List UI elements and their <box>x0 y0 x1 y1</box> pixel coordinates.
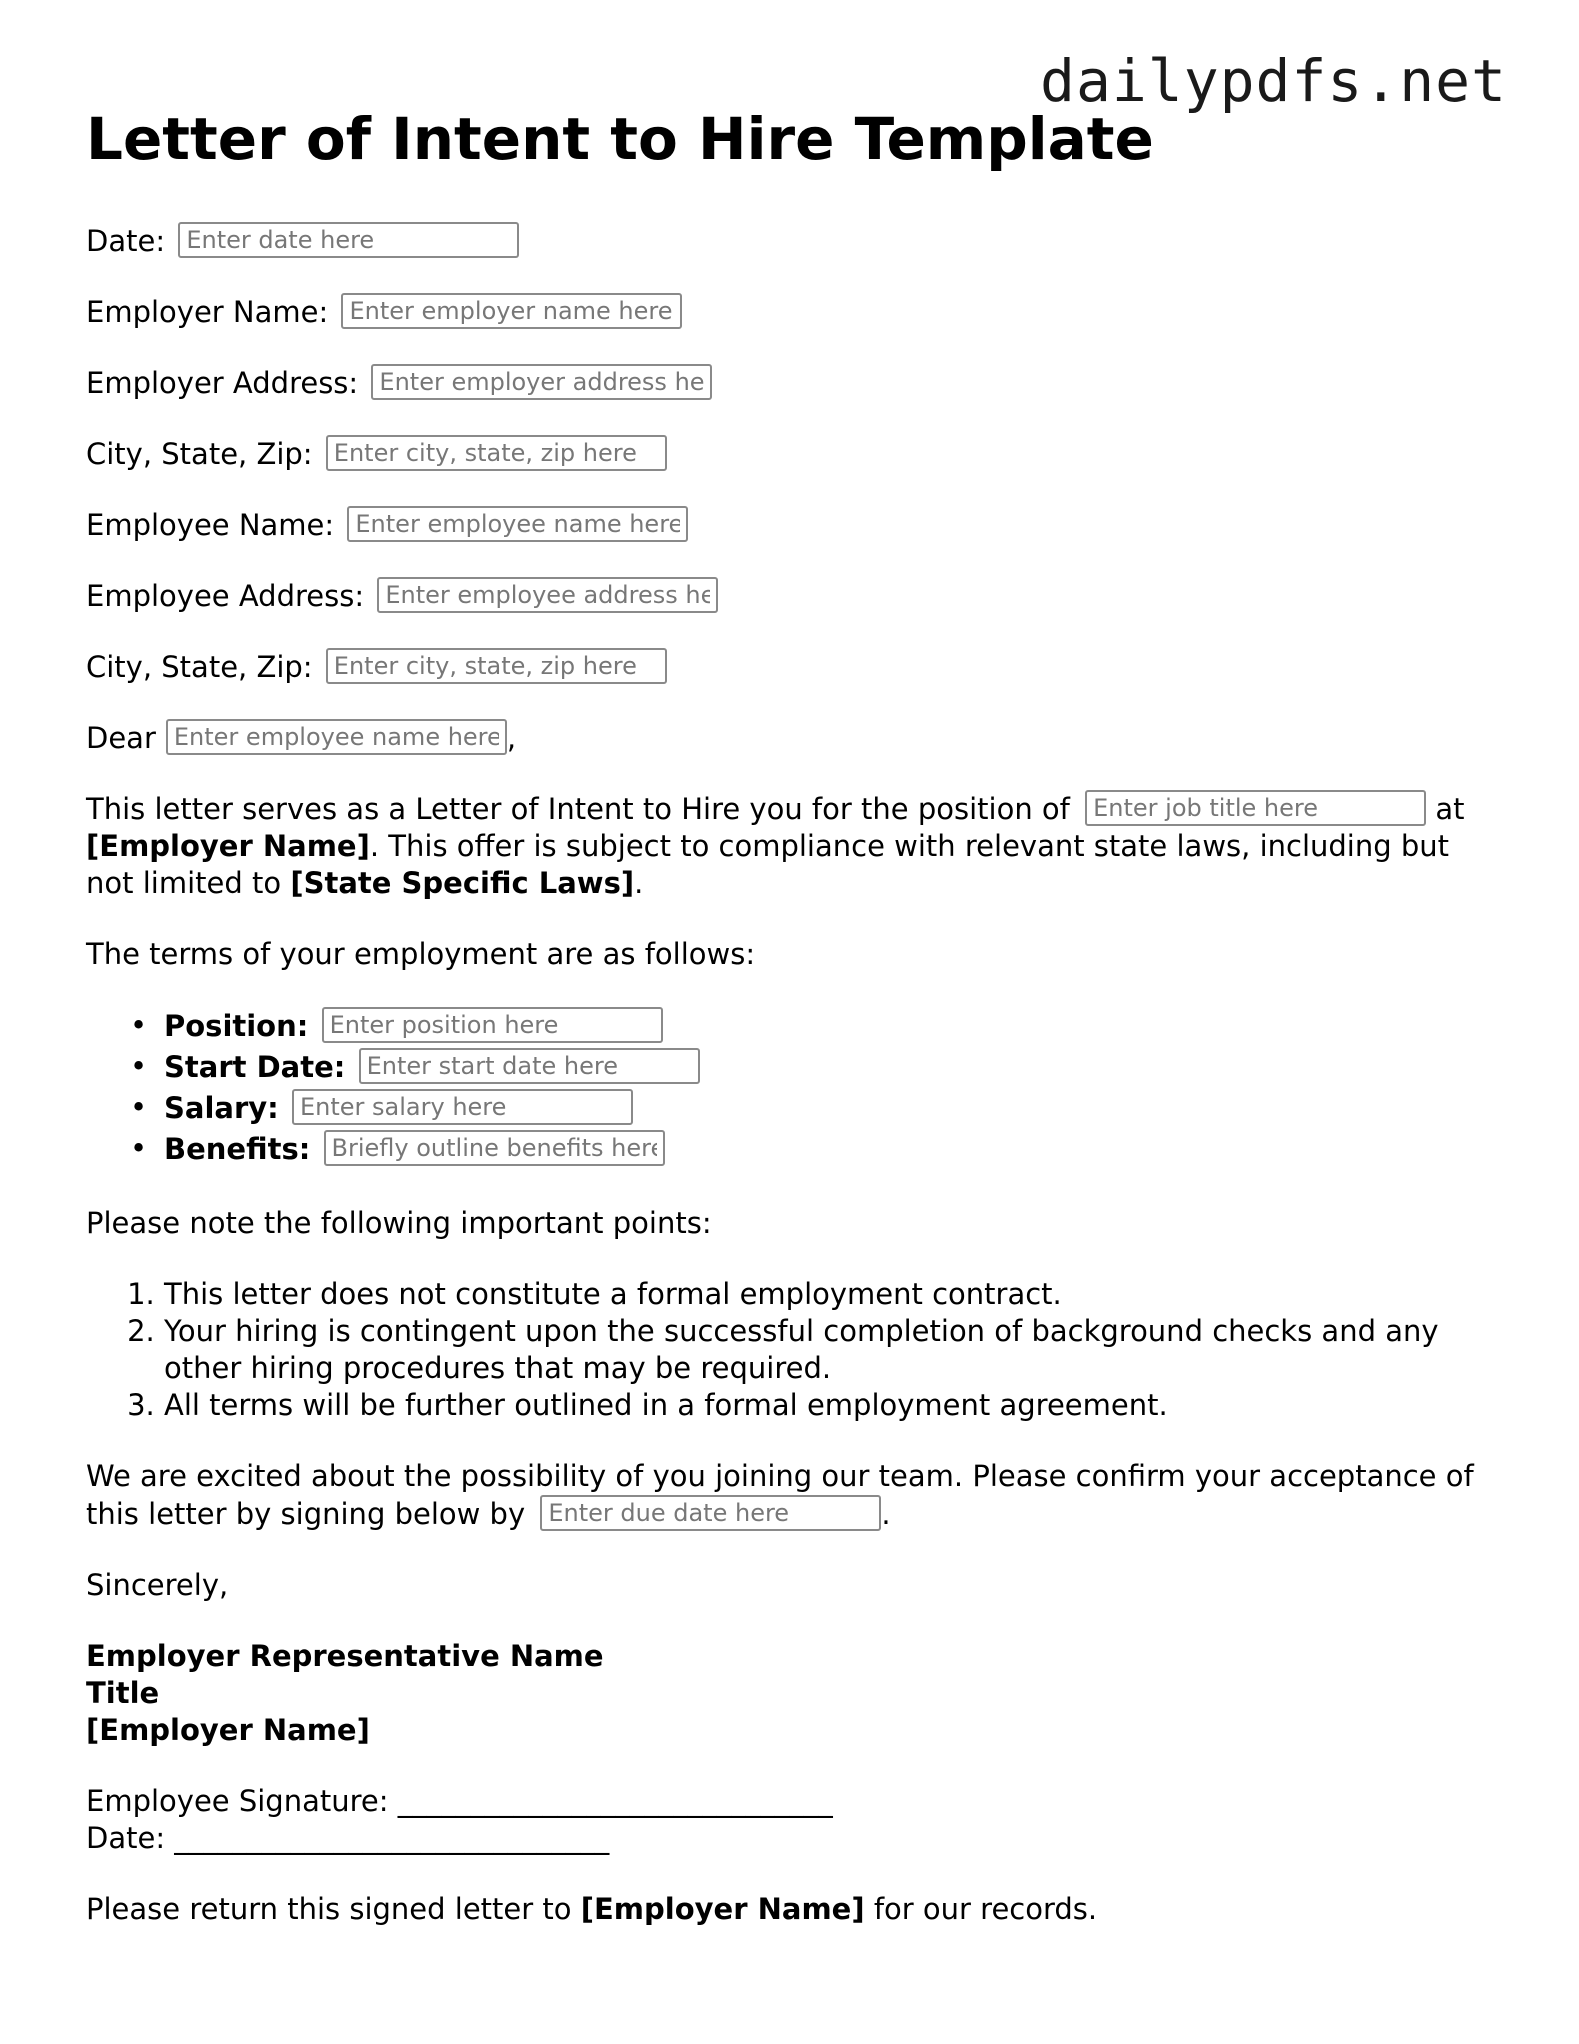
points-list <box>86 1276 1486 1424</box>
employee-address-row <box>86 577 1486 614</box>
watermark: dailypdfs.net <box>1040 47 1507 115</box>
date-row <box>86 222 1486 259</box>
return-employer-ref: [Employer Name] <box>580 1892 865 1926</box>
closing-paragraph <box>86 1458 1486 1533</box>
rep-employer: [Employer Name] <box>86 1713 370 1747</box>
employer-address-input[interactable] <box>371 364 712 400</box>
employee-name-row <box>86 506 1486 543</box>
employee-signature-line: Employee Signature: ______________________________ <box>86 1784 833 1818</box>
salutation-suffix: , <box>506 721 517 755</box>
employer-name-row <box>86 293 1486 330</box>
employer-name-label: Employer Name: <box>86 295 329 329</box>
signature-date-line: Date: ______________________________ <box>86 1821 610 1855</box>
letter-body <box>86 222 1486 1962</box>
term-position-label: Position: <box>164 1009 309 1043</box>
page-title: Letter of Intent to Hire Template <box>86 105 1154 173</box>
employee-city-row <box>86 648 1486 685</box>
points-intro: Please note the following important points: <box>86 1206 712 1240</box>
employee-name-input[interactable] <box>347 506 688 542</box>
return-text-2: for our records. <box>873 1892 1098 1926</box>
closing-text-2: . <box>881 1497 891 1531</box>
closing-text-1: We are excited about the possibility of you joining our team. Please confirm your acceptance of this letter by signing below by <box>86 1459 1474 1531</box>
start-date-input[interactable] <box>359 1048 700 1084</box>
term-position <box>164 1007 1486 1048</box>
employer-city-input[interactable] <box>326 435 667 471</box>
intro-text-3: . This offer is subject to compliance with relevant state laws, including but not limited to <box>86 829 1450 900</box>
term-benefits <box>164 1130 1486 1171</box>
point-item: 2. Your hiring is contingent upon the successful completion of background checks and any other hiring procedures that may be required. <box>164 1313 1486 1387</box>
employee-city-label: City, State, Zip: <box>86 650 313 684</box>
terms-intro: The terms of your employment are as follows: <box>86 937 756 971</box>
employer-city-label: City, State, Zip: <box>86 437 313 471</box>
benefits-input[interactable] <box>324 1130 665 1166</box>
rep-name: Employer Representative Name <box>86 1639 604 1673</box>
intro-text-1: This letter serves as a Letter of Intent to Hire you for the position of <box>86 792 1070 826</box>
date-label: Date: <box>86 224 166 258</box>
terms-list <box>86 1007 1486 1171</box>
employee-city-input[interactable] <box>326 648 667 684</box>
intro-paragraph <box>86 790 1486 902</box>
term-start-date <box>164 1048 1486 1089</box>
intro-text-2: at <box>1435 792 1465 826</box>
salutation-prefix: Dear <box>86 721 156 755</box>
signature-block <box>86 1638 1486 1749</box>
return-text-1: Please return this signed letter to <box>86 1892 572 1926</box>
due-date-input[interactable] <box>540 1495 881 1531</box>
intro-text-4: . <box>634 866 644 900</box>
salary-input[interactable] <box>292 1089 633 1125</box>
job-title-input[interactable] <box>1085 790 1426 826</box>
point-item: 3. All terms will be further outlined in a formal employment agreement. <box>164 1387 1486 1424</box>
employer-address-label: Employer Address: <box>86 366 359 400</box>
rep-title: Title <box>86 1676 160 1710</box>
point-item: 1. This letter does not constitute a formal employment contract. <box>164 1276 1486 1313</box>
return-note <box>86 1891 1486 1928</box>
employee-name-label: Employee Name: <box>86 508 335 542</box>
employer-address-row <box>86 364 1486 401</box>
salutation-row <box>86 719 1486 756</box>
employee-address-label: Employee Address: <box>86 579 365 613</box>
date-input[interactable] <box>178 222 519 258</box>
intro-laws-ref: [State Specific Laws] <box>290 866 635 900</box>
position-input[interactable] <box>322 1007 663 1043</box>
sincerely: Sincerely, <box>86 1568 229 1602</box>
term-salary <box>164 1089 1486 1130</box>
term-start-date-label: Start Date: <box>164 1050 346 1084</box>
employer-name-input[interactable] <box>341 293 682 329</box>
employer-city-row <box>86 435 1486 472</box>
employee-address-input[interactable] <box>377 577 718 613</box>
salutation-name-input[interactable] <box>166 719 507 755</box>
term-benefits-label: Benefits: <box>164 1132 311 1166</box>
term-salary-label: Salary: <box>164 1091 279 1125</box>
intro-employer-ref: [Employer Name] <box>86 829 370 863</box>
